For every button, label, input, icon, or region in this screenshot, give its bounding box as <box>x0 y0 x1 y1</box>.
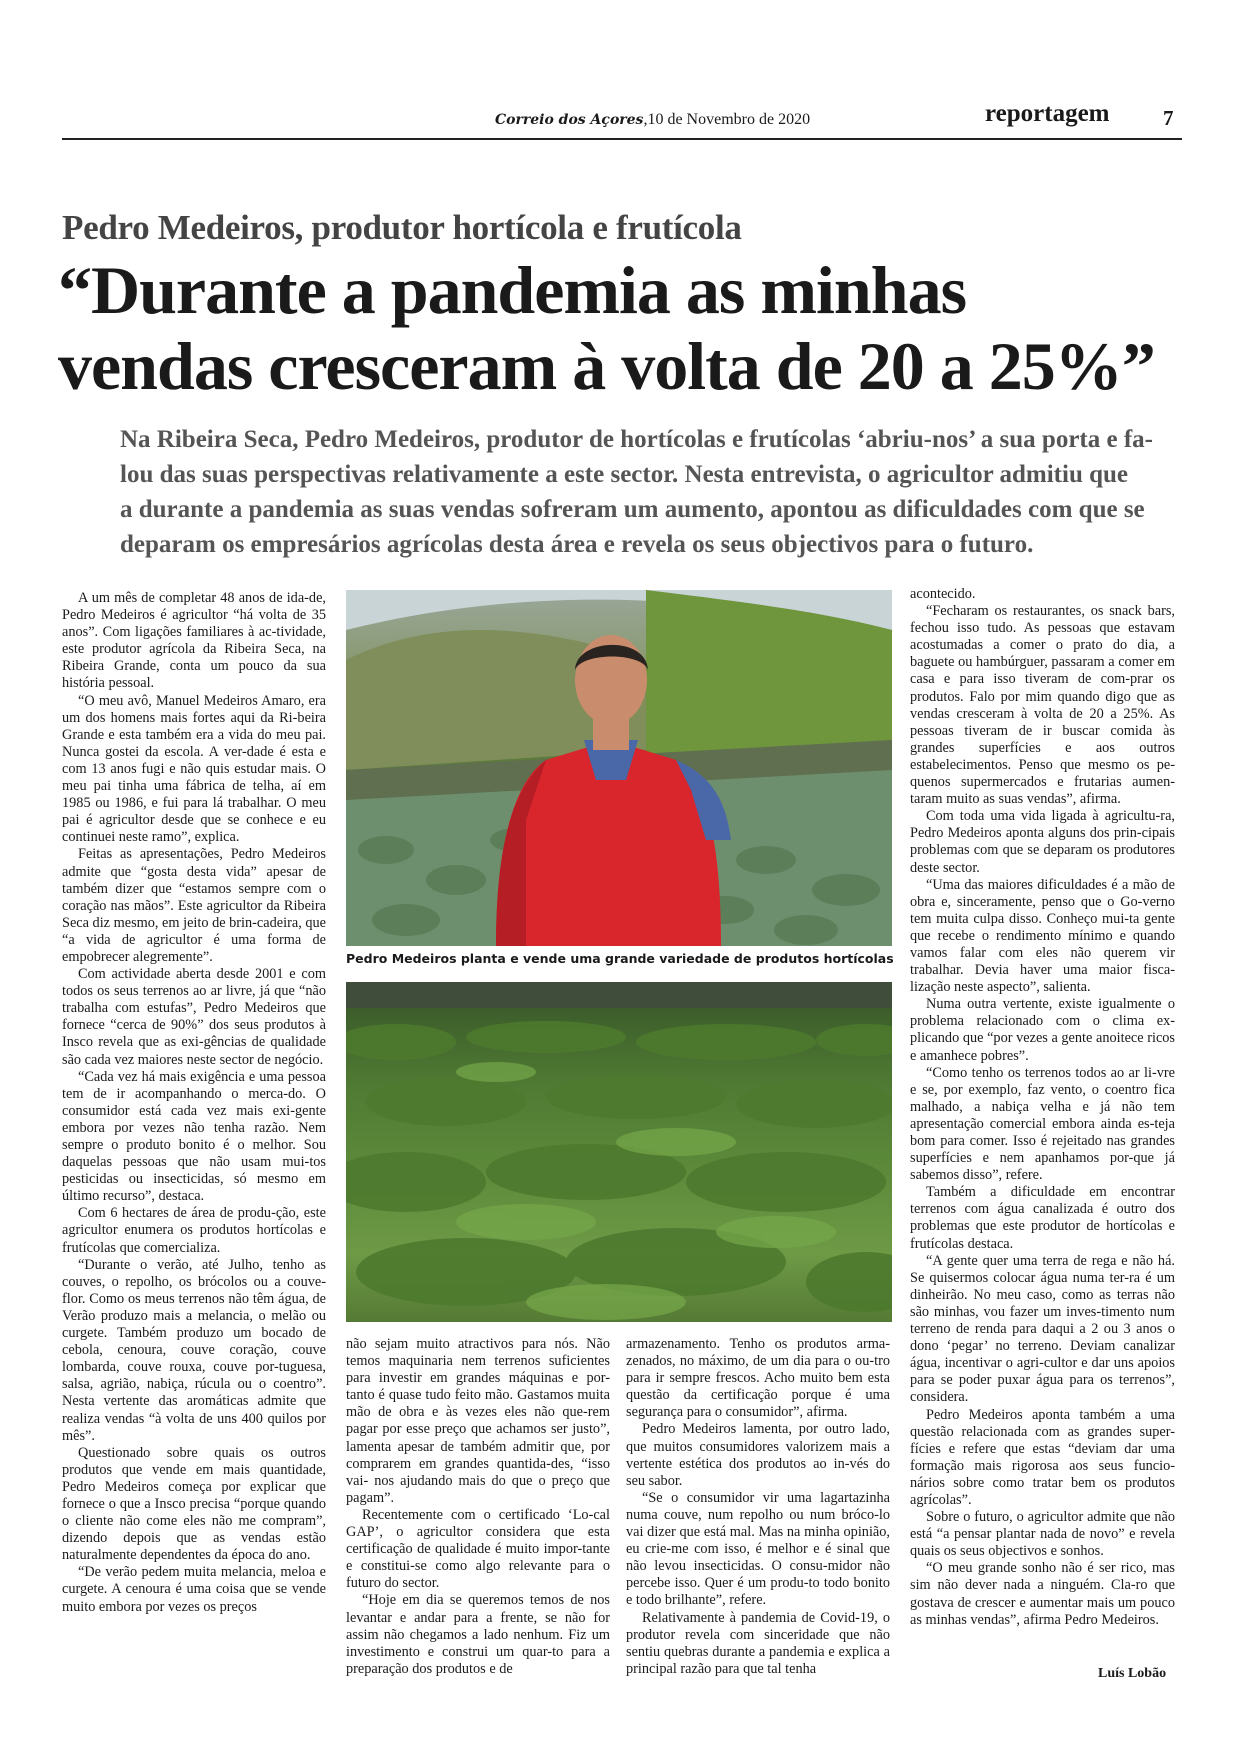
paragraph: Feitas as apresentações, Pedro Medeiros admite que “gosta desta vida” apesar de também dizer que “estamos sempre com o coração nas mãos”. Este agricultor da Ribeira Seca diz mesmo, em jeito de brin-cadeira, que “a vida de agricultor é uma forma de empobrecer alegremente”. <box>62 846 326 965</box>
headline-line: “Durante a pandemia as minhas <box>58 252 967 328</box>
issue-date: ,10 de Novembro de 2020 <box>643 111 811 128</box>
paragraph: Recentemente com o certificado ‘Lo-cal GAP’, o agricultor considera que esta certificação de qualidade é muito impor-tante e constitui-se como algo relevante para o futuro do sector. <box>346 1506 610 1592</box>
page-number: 7 <box>1163 106 1174 130</box>
paragraph: “O meu grande sonho não é ser rico, mas sim não dever nada a ninguém. Cla-ro que gostava de crescer e aumentar mais um pouco as minhas vendas”, afirma Pedro Medeiros. <box>910 1560 1175 1628</box>
paragraph: Sobre o futuro, o agricultor admite que não está “a pensar plantar nada de novo” e revela quais os seus objectivos e sonhos. <box>910 1509 1175 1560</box>
paragraph: Pedro Medeiros aponta também a uma questão relacionada com as grandes super-fícies e refere que estas “deviam dar uma formação mais rigorosa aos seus funcio-nários sobre como tratar bem os produtos agrícolas”. <box>910 1406 1175 1508</box>
column-2 <box>346 1336 610 1678</box>
paragraph: “Uma das maiores dificuldades é a mão de obra e, sinceramente, penso que o Go-verno tem muita culpa disso. Conheço mui-ta gente que recebe o rendimento mínimo e quando vamos falar com eles não querem vir trabalhar. Devia haver uma maior fisca-lização neste aspecto”, salienta. <box>910 876 1175 996</box>
paragraph: Com actividade aberta desde 2001 e com todos os seus terrenos ao ar livre, já que “não trabalha com estufas”, Pedro Medeiros que fornece “cerca de 90%” dos seus produtos à Insco revela que as exi-gências de qualidade são cada vez maiores neste sector de negócio. <box>62 966 326 1068</box>
running-head <box>495 111 810 129</box>
paragraph: Questionado sobre quais os outros produtos que vende em mais quantidade, Pedro Medeiros começa por explicar que fornece o que a Insco precisa “porque quando o cliente não come eles não me compram”, dizendo depois que as vendas estão naturalmente dependentes da época do ano. <box>62 1444 326 1564</box>
farmer-portrait-illustration <box>346 590 892 946</box>
paragraph: “Como tenho os terrenos todos ao ar li-vre e se, por exemplo, faz vento, o coentro fica malhado, a nabiça velha e já não tem apresentação comercial embora ainda es-teja bom para comer. Isso é rejeitado nas grandes superfícies e nem apanhamos por-que já sabemos disso”, refere. <box>910 1064 1175 1184</box>
carrot-field-illustration <box>346 982 892 1322</box>
paragraph: “Cada vez há mais exigência e uma pessoa tem de ir acompanhando o merca-do. O consumidor está cada vez mais exi-gente embora por vezes não tenha razão. Nem sempre o produto bonito é o melhor. Sou daquelas pessoas que não usam mui-tos pesticidas ou insecticidas, só mesmo em último recurso”, destaca. <box>62 1068 326 1205</box>
column-1 <box>62 590 326 1616</box>
paragraph: armazenamento. Tenho os produtos arma-zenados, no máximo, de um dia para o ou-tro para ir sempre frescos. Acho muito bem esta questão da certificação porque é uma segurança para o consumidor”, afirma. <box>626 1336 890 1421</box>
photo-farmer <box>346 590 892 946</box>
headline <box>58 252 1208 404</box>
column-4 <box>910 586 1175 1629</box>
photo-caption: Pedro Medeiros planta e vende uma grande variedade de produtos hortícolas <box>346 951 894 966</box>
photo-carrot-field <box>346 982 892 1322</box>
paragraph: “Hoje em dia se queremos temos de nos levantar e andar para a frente, se não for assim não chegamos a lado nenhum. Fiz um investimento e construi um quar-to para a preparação dos produtos e de <box>346 1592 610 1677</box>
lead-paragraph <box>120 422 1180 562</box>
section-name: reportagem <box>985 100 1110 127</box>
paragraph: “Se o consumidor vir uma lagartazinha numa couve, num repolho ou num bróco-lo vai dizer que está mal. Mas na minha opinião, eu crie-me com isso, é melhor e é sinal que não levou insecticidas. O consu-midor não percebe isso. Quer é um produ-to todo bonito e todo brilhante”, refere. <box>626 1489 890 1609</box>
lead-line: lou das suas perspectivas relativamente a este sector. Nesta entrevista, o agricultor admitiu que <box>120 461 1128 488</box>
paragraph: Com 6 hectares de área de produ-ção, este agricultor enumera os produtos hortícolas e frutícolas que comercializa. <box>62 1205 326 1256</box>
paragraph: Pedro Medeiros lamenta, por outro lado, que muitos consumidores valorizem mais a vertente estética dos produtos ao in-vés do seu sabor. <box>626 1421 890 1489</box>
headline-line: vendas cresceram à volta de 20 a 25%” <box>58 328 1155 404</box>
paragraph: “De verão pedem muita melancia, meloa e curgete. A cenoura é uma coisa que se vende muito embora por vezes os preços <box>62 1564 326 1615</box>
lead-line: Na Ribeira Seca, Pedro Medeiros, produtor de hortícolas e frutícolas ‘abriu-nos’ a sua porta e fa- <box>120 426 1154 453</box>
paragraph: “A gente quer uma terra de rega e não há. Se quisermos colocar água numa ter-ra é um dinheirão. No meu caso, como as terras não são minhas, vou fazer um inves-timento num terreno de renda para daqui a 2 ou 3 anos o dono ‘pegar’ no terreno. Deviam canalizar água, incentivar o agri-cultor e dar uns apoios para se poder puxar água para os terrenos”, considera. <box>910 1252 1175 1406</box>
paragraph: “Durante o verão, até Julho, tenho as couves, o repolho, os brócolos ou a couve-flor. Como os meus terrenos não têm água, de Verão produzo mais a melancia, o melão ou curgete. Também produzo um bocado de cebola, cenoura, couve coração, couve lombarda, couve rouxa, couve por-tuguesa, salsa, agrião, nabiça, rúcula ou o coentro”. Nesta vertente das aromáticas admite que realiza vendas “à volta de uns 400 quilos por mês”. <box>62 1256 326 1444</box>
paragraph: “O meu avô, Manuel Medeiros Amaro, era um dos homens mais fortes aqui da Ri-beira Grande e esta também era a vida do meu pai. Nunca gostei da escola. A ver-dade é esta e com 13 anos fugi e não quis estudar mais. O meu pai tinha uma fábrica de telha, aí em 1985 ou 1986, e fui para lá trabalhar. O meu pai é agricultor desde que se conhece e eu continuei neste ramo”, explica. <box>62 692 326 846</box>
kicker: Pedro Medeiros, produtor hortícola e frutícola <box>62 208 742 247</box>
paragraph: “Fecharam os restaurantes, os snack bars, fechou isso tudo. As pessoas que estavam acostumadas a comer o prato do dia, a baguete ou hambúrguer, passaram a comer em casa e para isso tiveram de com-prar os produtos. Falo por mim quando digo que as vendas cresceram à volta de 20 a 25%. As pessoas tiveram de ir buscar comida às grandes superfícies e aos outros estabelecimentos. Penso que mesmo os pe-quenos supermercados e frutarias aumen-taram muito as suas vendas”, afirma. <box>910 603 1175 808</box>
newspaper-name: Correio dos Açores <box>495 112 644 128</box>
paragraph: Relativamente à pandemia de Covid-19, o produtor revela com sinceridade que não sentiu quebras durante a pandemia e explica a principal razão para que tal tenha <box>626 1609 890 1677</box>
paragraph: Numa outra vertente, existe igualmente o problema relacionado com o clima ex-plicando que “por vezes a gente anoitece ricos e amanhece pobres”. <box>910 996 1175 1064</box>
paragraph: Com toda uma vida ligada à agricultu-ra, Pedro Medeiros aponta alguns dos prin-cipais problemas com que se deparam os produtores deste sector. <box>910 808 1175 876</box>
lead-line: deparam os empresários agrícolas desta área e revela os seus objectivos para o futuro. <box>120 531 1034 558</box>
header-rule <box>62 138 1182 140</box>
byline: Luís Lobão <box>1098 1666 1167 1681</box>
paragraph: não sejam muito atractivos para nós. Não temos maquinaria nem terrenos suficientes para investir em grandes máquinas e por-tanto é quase tudo feito mão. Gastamos muita mão de obra e às vezes eles não que-rem pagar por esse preço que achamos ser justo”, lamenta apesar de também admitir que, por comprarem em grandes quantida-des, “isso vai- nos ajudando mais do que o preço que pagam”. <box>346 1336 610 1506</box>
paragraph: acontecido. <box>910 586 976 602</box>
lead-line: a durante a pandemia as suas vendas sofreram um aumento, apontou as dificuldades com que se <box>120 496 1145 523</box>
paragraph: Também a dificuldade em encontrar terrenos com água canalizada é outro dos problemas que este produtor de hortícolas e frutícolas destaca. <box>910 1184 1175 1252</box>
column-3 <box>626 1336 890 1678</box>
paragraph: A um mês de completar 48 anos de ida-de, Pedro Medeiros é agricultor “há volta de 35 anos”. Com ligações familiares à ac-tividade, este produtor agrícola da Ribeira Seca, na Ribeira Grande, conta um pouco da sua história pessoal. <box>62 590 326 692</box>
